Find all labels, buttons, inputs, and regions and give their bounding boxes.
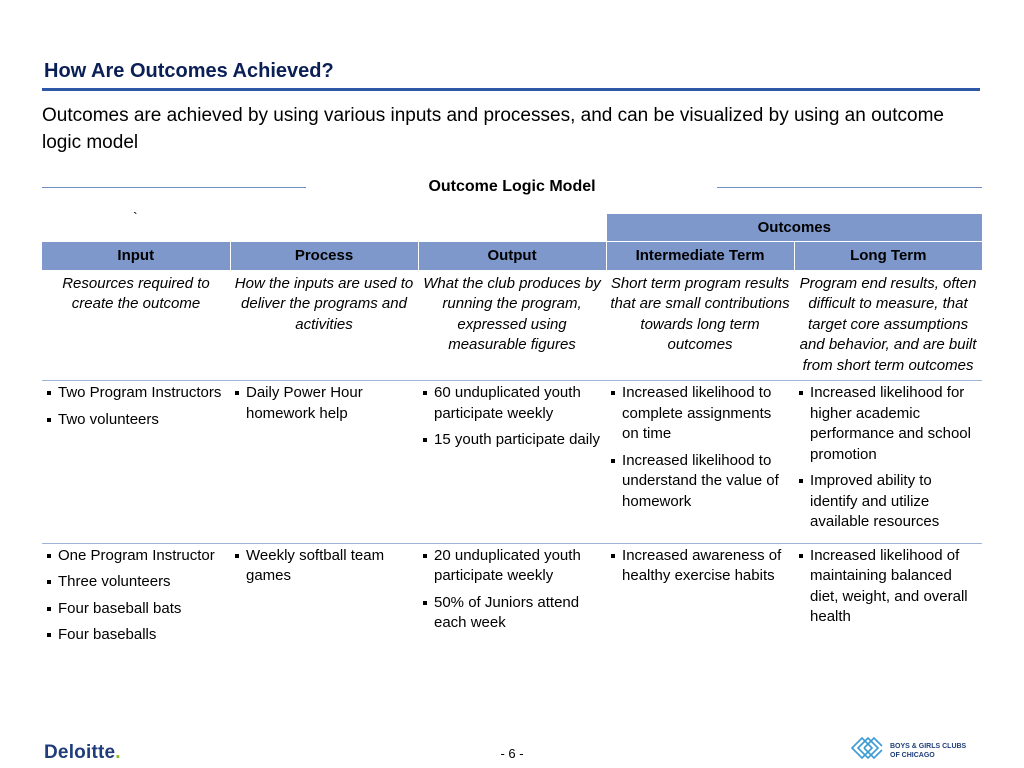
list-item: Increased likelihood to complete assignments on time [610,383,790,445]
club-name-line1: BOYS & GIRLS CLUBS [890,742,967,750]
output-cell [418,381,606,544]
list-item: Two Program Instructors [46,383,226,404]
club-name-line2: OF CHICAGO [890,751,935,759]
input-cell [42,543,230,656]
long-term-cell [794,381,982,544]
list-item: One Program Instructor [46,546,226,567]
list-item: Improved ability to identify and utilize available resources [798,471,978,533]
group-header-spacer [42,214,606,242]
column-header-output: Output [418,242,606,270]
model-title: Outcome Logic Model [428,178,596,195]
description-output: What the club produces by running the program, expressed using measurable figures [423,274,601,353]
column-header-process: Process [230,242,418,270]
list-item: 50% of Juniors attend each week [422,593,602,634]
page-title: How Are Outcomes Achieved? [44,60,334,82]
column-header-input: Input [42,242,230,270]
list-item: Four baseballs [46,625,226,646]
list-item: Three volunteers [46,572,226,593]
intro-text: Outcomes are achieved by using various inputs and processes, and can be visualized by using an outcome logic model [42,105,944,153]
page-number: - 6 - [500,746,524,761]
column-header-long-term: Long Term [794,242,982,270]
intermediate-cell [606,543,794,656]
description-row [42,270,982,381]
diamond-lattice-icon [850,736,884,765]
input-cell [42,381,230,544]
list-item: Increased likelihood of maintaining balanced diet, weight, and overall health [798,546,978,628]
description-process: How the inputs are used to deliver the programs and activities [234,274,414,333]
description-input: Resources required to create the outcome [62,274,210,312]
long-term-cell [794,543,982,656]
model-title-right-rule [717,187,982,188]
description-long: Program end results, often difficult to measure, that target core assumptions and behavior, and are built from short term outcomes [799,274,977,374]
process-cell [230,543,418,656]
deloitte-wordmark: Deloitte [44,742,116,763]
intermediate-cell [606,381,794,544]
list-item: Four baseball bats [46,599,226,620]
list-item: Daily Power Hour homework help [234,383,414,424]
outcomes-group-header: Outcomes [606,214,982,242]
title-rule [42,88,980,91]
column-header-intermediate-term: Intermediate Term [606,242,794,270]
table-row [42,543,982,656]
description-intermediate: Short term program results that are small contributions towards long term outcomes [610,274,790,353]
list-item: Increased likelihood to understand the value of homework [610,451,790,513]
deloitte-dot: . [115,742,121,763]
list-item: 20 unduplicated youth participate weekly [422,546,602,587]
list-item: Increased awareness of healthy exercise habits [610,546,790,587]
list-item: Weekly softball team games [234,546,414,587]
boys-girls-clubs-logo [850,736,966,765]
output-cell [418,543,606,656]
table-row [42,381,982,544]
list-item: 60 unduplicated youth participate weekly [422,383,602,424]
process-cell [230,381,418,544]
list-item: Increased likelihood for higher academic performance and school promotion [798,383,978,465]
outcome-logic-model-table [42,214,982,656]
stray-mark: ` [133,209,138,225]
list-item: 15 youth participate daily [422,430,602,451]
list-item: Two volunteers [46,410,226,431]
